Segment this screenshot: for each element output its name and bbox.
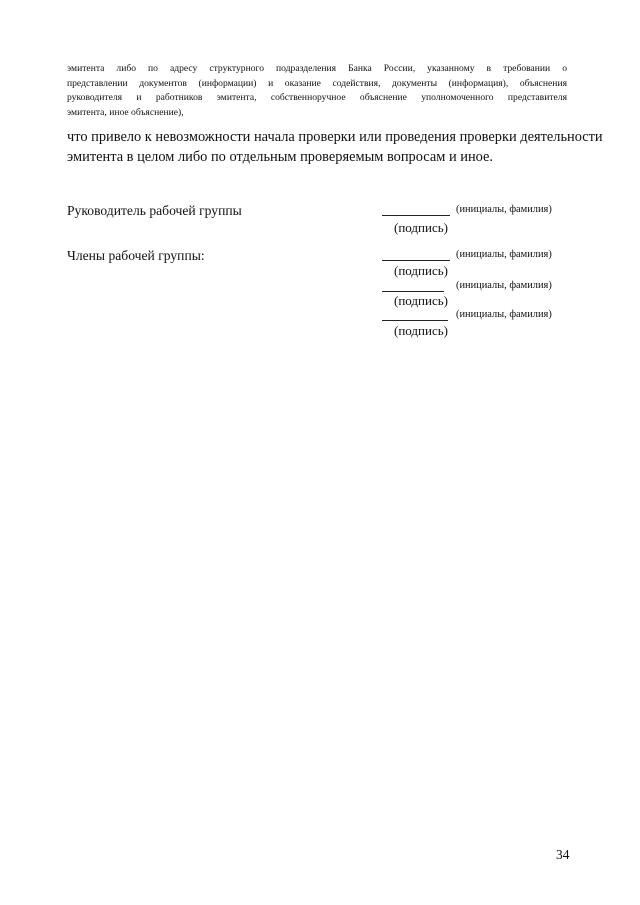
footnote-line: эмитента либо по адресу структурного подразделения Банка России, указанному в требовании о xyxy=(67,63,567,74)
page-number: 34 xyxy=(556,847,570,862)
body-line: эмитента в целом либо по отдельным проверяемым вопросам и иное. xyxy=(67,148,494,165)
footnote-line: руководителя и работников эмитента, собственноручное объяснение уполномоченного представителя xyxy=(67,92,567,104)
signature-line xyxy=(382,215,450,216)
signature-line xyxy=(382,260,450,261)
signature-caption: (подпись) xyxy=(394,263,448,278)
leader-signature-row xyxy=(382,204,552,216)
initials-caption: (инициалы, фамилия) xyxy=(456,204,552,215)
footnote-line: эмитента, иное объяснение), xyxy=(67,106,184,118)
member-signature-row xyxy=(382,280,552,292)
initials-caption: (инициалы, фамилия) xyxy=(456,280,552,291)
signature-line xyxy=(382,320,448,321)
footnote-line: представлении документов (информации) и оказание содействия, документы (информация), объяснения xyxy=(67,77,567,89)
footnote-text xyxy=(67,62,567,120)
signature-caption: (подпись) xyxy=(394,293,448,308)
member-signature-row xyxy=(382,309,552,321)
leader-label: Руководитель рабочей группы xyxy=(67,203,242,218)
initials-caption: (инициалы, фамилия) xyxy=(456,249,552,260)
members-label: Члены рабочей группы: xyxy=(67,248,205,263)
signature-line xyxy=(382,291,444,292)
member-signature-row xyxy=(382,249,552,261)
body-paragraph xyxy=(67,128,603,167)
body-line: что привело к невозможности начала проверки или проведения проверки деятельности xyxy=(67,129,603,145)
signature-caption: (подпись) xyxy=(394,220,448,235)
signature-caption: (подпись) xyxy=(394,323,448,338)
initials-caption: (инициалы, фамилия) xyxy=(456,309,552,320)
